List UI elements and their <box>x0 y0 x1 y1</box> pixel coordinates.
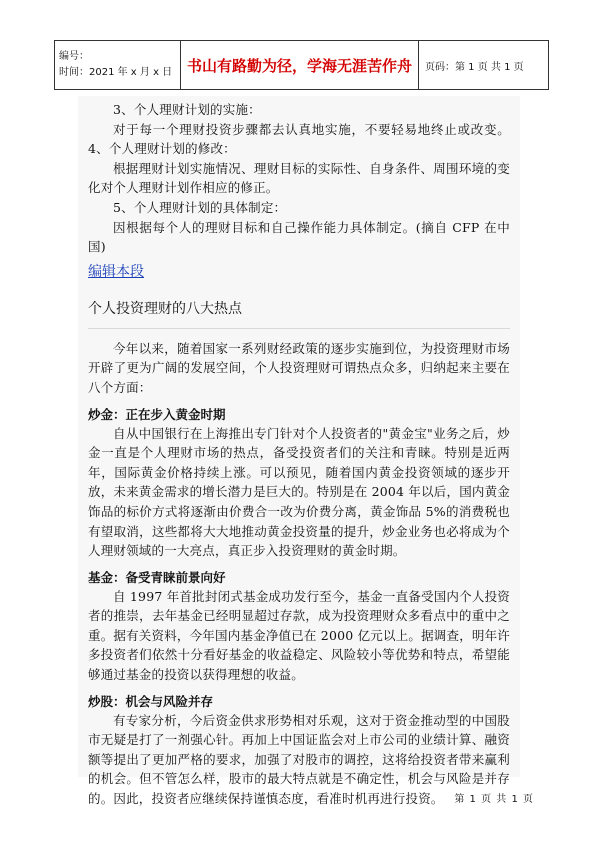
paragraph-plan-revision: 根据理财计划实施情况、理财目标的实际性、自身条件、周围环境的变化对个人理财计划作相应的修正。 <box>88 160 510 196</box>
page-footer: 第 1 页 共 1 页 <box>454 794 534 805</box>
section-title: 个人投资理财的八大热点 <box>88 298 510 329</box>
paragraph-plan-steps: 对于每一个理财投资步骤都去认真地实施，不要轻易地终止或改变。4、个人理财计划的修改： <box>88 121 510 157</box>
topic-body-stock: 有专家分析，今后资金供求形势相对乐观，这对于资金推动型的中国股市无疑是打了一剂强心针。再加上中国证监会对上市公司的业绩计算、融资额等提出了更加严格的要求，加强了对股市的调控，这将给投资者带来赢利的机会。但不管怎么样，股市的最大特点就是不确定性，机会与风险是并存的。因此，投资者应继续保持谨慎态度，看准时机再进行投资。 <box>88 712 510 807</box>
intro-paragraph: 今年以来，随着国家一系列财经政策的逐步实施到位，为投资理财市场开辟了更为广阔的发展空间，个人投资理财可谓热点众多，归纳起来主要在八个方面： <box>88 340 510 395</box>
header-page-label: 页码：第 1 页 共 1 页 <box>419 41 549 90</box>
topic-body-fund: 自 1997 年首批封闭式基金成功发行至今，基金一直备受国内个人投资者的推崇，去年基金已经明显超过存款，成为投资理财众多看点中的重中之重。据有关资料，今年国内基金净值已在 2000 亿元以上。据调查，明年许多投资者们依然十分看好基金的收益稳定、风险较小等优势和特点，希望能够通过基金的投资以获得理想的收益。 <box>88 588 510 683</box>
time-label: 时间：2021 年 x 月 x 日 <box>59 67 173 78</box>
document-header <box>54 40 549 90</box>
topic-heading-stock: 炒股：机会与风险并存 <box>88 693 214 709</box>
paragraph-plan-implementation: 3、个人理财计划的实施： <box>113 102 261 117</box>
header-motto: 书山有路勤为径，学海无涯苦作舟 <box>181 41 419 90</box>
topic-heading-gold: 炒金：正在步入黄金时期 <box>88 406 226 422</box>
topic-body-gold: 自从中国银行在上海推出专门针对个人投资者的"黄金宝"业务之后，炒金一直是个人理财市场的热点，备受投资者们的关注和青睐。特别是近两年，国际黄金价格持续上涨。可以预见，随着国内黄金投资领域的逐步开放，未来黄金需求的增长潜力是巨大的。特别是在 2004 年以后，国内黄金饰品的标价方式将逐渐由价费合一改为价费分离，黄金饰品 5%的消费税也有望取消，这些都将大大地推动黄金投资量的提升，炒金业务也必将成为个人理财领域的一大亮点，真正步入投资理财的黄金时期。 <box>88 425 510 559</box>
header-meta <box>55 41 181 90</box>
topic-heading-fund: 基金：备受青睐前景向好 <box>88 569 226 585</box>
edit-section-link[interactable]: 编辑本段 <box>88 263 144 280</box>
number-label: 编号： <box>59 51 89 62</box>
paragraph-plan-source: 因根据每个人的理财目标和自己操作能力具体制定。(摘自 CFP 在中国) <box>88 219 510 255</box>
paragraph-plan-formulation: 5、个人理财计划的具体制定： <box>113 199 287 215</box>
